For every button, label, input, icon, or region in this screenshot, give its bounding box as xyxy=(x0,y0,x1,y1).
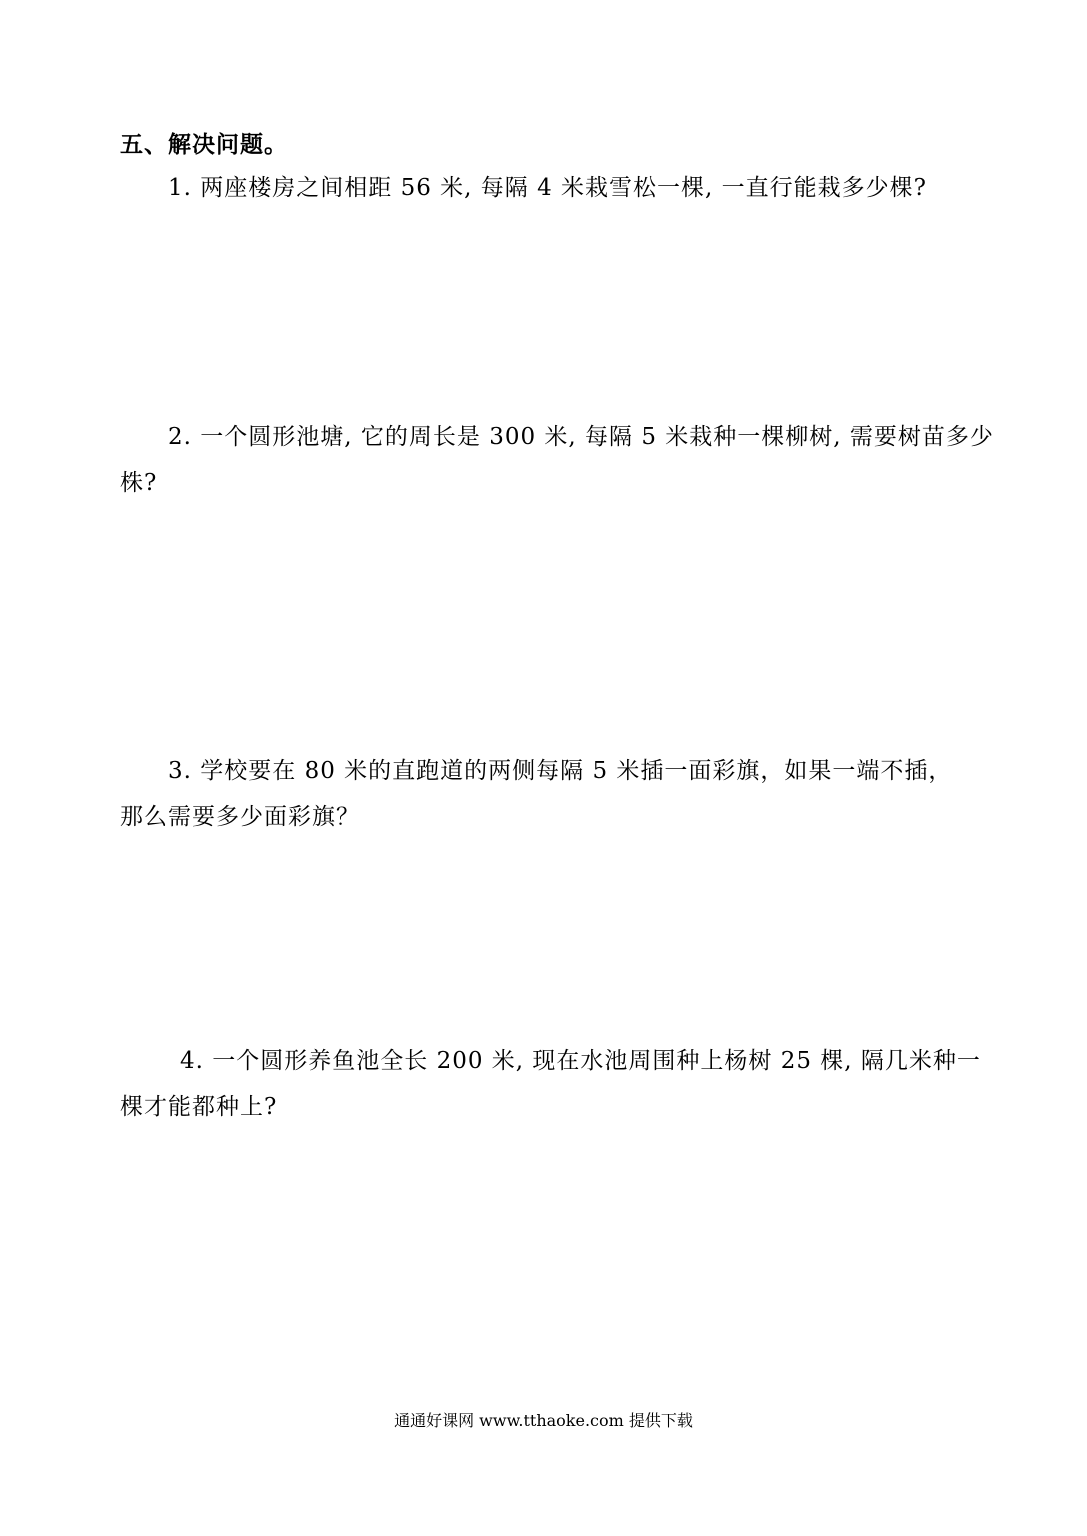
question-4-line-1: 4. 一个圆形养鱼池全长 200 米, 现在水池周围种上杨树 25 棵, 隔几米种一 xyxy=(180,1048,981,1074)
question-2-line-2: 株? xyxy=(120,470,158,496)
question-3-line-1: 3. 学校要在 80 米的直跑道的两侧每隔 5 米插一面彩旗，如果一端不插， xyxy=(168,758,953,784)
question-3 xyxy=(120,748,952,840)
question-2-line-1: 2. 一个圆形池塘, 它的周长是 300 米, 每隔 5 米栽种一棵柳树, 需要树苗多少 xyxy=(168,424,994,450)
footer-source-note: 通通好课网 www.tthaoke.com 提供下载 xyxy=(394,1411,693,1430)
question-3-line-2: 那么需要多少面彩旗？ xyxy=(120,804,360,830)
question-4-line-2: 棵才能都种上? xyxy=(120,1094,278,1120)
question-1-line-1: 1. 两座楼房之间相距 56 米, 每隔 4 米栽雪松一棵, 一直行能栽多少棵? xyxy=(168,175,927,201)
question-1 xyxy=(168,165,927,211)
section-title: 五、解决问题。 xyxy=(120,131,288,158)
question-4 xyxy=(120,1038,981,1130)
question-2 xyxy=(120,414,994,506)
